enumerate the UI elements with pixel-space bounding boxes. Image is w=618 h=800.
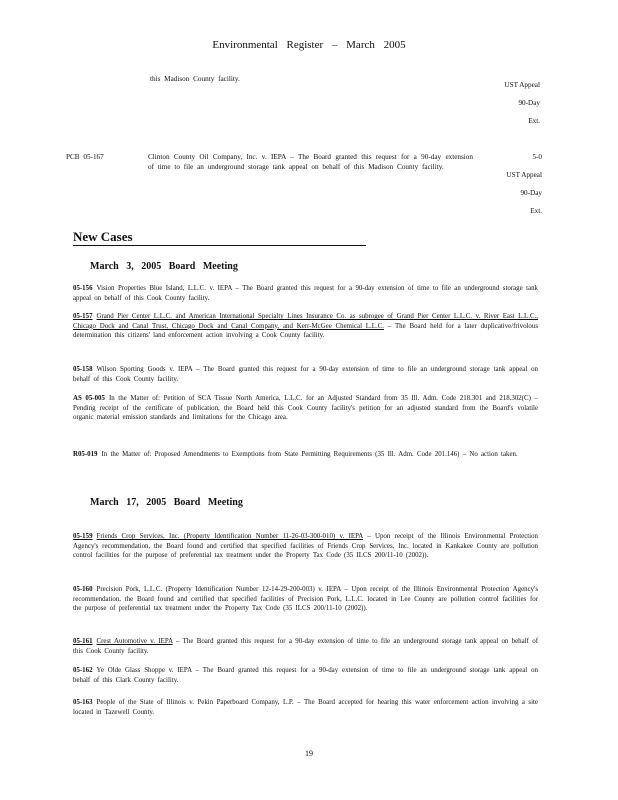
case-entry — [73, 585, 538, 614]
case-entry — [73, 698, 538, 717]
case-type-line: 90-Day — [520, 189, 542, 197]
case-entry — [73, 312, 538, 341]
case-text: People of the State of Illinois v. Pekin Paperboard Company, L.P. – The Board accepted for hearing this water enforcement action involving a site located in Tazewell County. — [73, 699, 538, 716]
case-number: 05-161 — [73, 638, 93, 645]
case-description: Clinton County Oil Company, Inc. v. IEPA – The Board granted this request for a 90-day extension of time to file an underground storage tank appeal on behalf of this Madison County facility. — [148, 153, 473, 172]
case-type-line: UST Appeal — [504, 81, 540, 89]
case-number: 05-162 — [73, 667, 93, 674]
case-number: R05-019 — [73, 451, 98, 458]
prior-continuation: this Madison County facility. — [150, 75, 240, 83]
case-text: Vision Properties Blue Island, L.L.C. v. IEPA – The Board granted this request for a 90-day extension of time to file an underground storage tank appeal on behalf of this Cook County facility. — [73, 285, 538, 302]
case-text: In the Matter of: Petition of SCA Tissue North America, L.L.C. for an Adjusted Standard from 35 Ill. Adm. Code 218.301 and 218.302(C) – Pending receipt of the certificate of publication, the Board held this Cook County facility's petition for an adjusted standard from the Board's volatile organic material emission standards and limitations for the Chicago area. — [73, 395, 538, 422]
case-type-line: 90-Day — [518, 99, 540, 107]
case-type-line: Ext. — [530, 207, 542, 215]
case-caption: Crest Automotive v. IEPA — [96, 638, 173, 645]
case-entry — [73, 365, 538, 384]
vote-count: 5-0 — [532, 153, 542, 161]
case-type-1 — [470, 76, 540, 130]
meeting-heading: March 3, 2005 Board Meeting — [90, 261, 238, 272]
case-type-2 — [470, 148, 542, 220]
case-text: – The Board granted this request for a 90-day extension of time to file an underground storage tank appeal on behalf of this Cook County facility. — [73, 638, 538, 655]
case-text: – Upon receipt of the Illinois Environmental Protection Agency's recommendation, the Board found and certified that specified facilities of Friends Crop Services, Inc. located in Kankakee County are pollution control facilities for the purpose of preferential tax treatment under the Property Tax Code (35 ILCS 200/11-10 (2002)). — [73, 533, 538, 560]
page-header: Environmental Register – March 2005 — [212, 39, 406, 51]
page-number: 19 — [305, 749, 313, 758]
case-entry — [73, 532, 538, 561]
case-number: AS 05-005 — [73, 395, 105, 402]
case-entry — [73, 394, 538, 423]
case-entry — [73, 284, 538, 303]
case-number: PCB 05-167 — [66, 153, 104, 161]
case-entry — [73, 666, 538, 685]
section-title: New Cases — [73, 229, 133, 244]
case-number: 05-157 — [73, 313, 93, 320]
case-text: Ye Olde Glass Shoppe v. IEPA – The Board granted this request for a 90-day extension of time to file an underground storage tank appeal on behalf of this Clark County facility. — [73, 667, 538, 684]
case-entry — [73, 637, 538, 656]
case-number: 05-163 — [73, 699, 93, 706]
case-text: Precision Pork, L.L.C. (Property Identification Number 12-14-29-200-003) v. IEPA – Upon receipt of the Illinois Environmental Protection Agency's recommendation, the Board found and certified that specified facilities of Precision Pork, L.L.C. located in Lee County are pollution control facilities for the purpose of preferential tax treatment under the Property Tax Code (35 ILCS 200/11-10 (2002)). — [73, 586, 538, 613]
case-text: Wilson Sporting Goods v. IEPA – The Board granted this request for a 90-day extension of time to file an underground storage tank appeal on behalf of this Cook County facility. — [73, 366, 538, 383]
case-caption: Grand Pier Center L.L.C. and American International Specialty Lines Insurance Co. as subrogee of Grand Pier Center L.L.C. v. River East L.L.C., Chicago Dock and Canal Trust, Chicago Dock and Canal Company, and Kerr-McGee Chemical L.L.C. — [73, 313, 538, 330]
meeting-heading: March 17, 2005 Board Meeting — [90, 497, 243, 508]
case-type-line: UST Appeal — [506, 171, 542, 179]
case-number: 05-160 — [73, 586, 93, 593]
case-type-line: Ext. — [528, 117, 540, 125]
section-rule — [73, 245, 366, 246]
case-caption: Friends Crop Services, Inc. (Property Identification Number 11-26-03-300-010) v. IEPA — [96, 533, 363, 540]
case-number: 05-159 — [73, 533, 93, 540]
case-number: 05-158 — [73, 366, 93, 373]
case-number: 05-156 — [73, 285, 93, 292]
case-text: – The Board held for a later duplicative/frivolous determination this citizens' land enforcement action involving a Cook County facility. — [73, 322, 539, 340]
case-text: In the Matter of: Proposed Amendments to Exemptions from State Permitting Requirements (35 Ill. Adm. Code 201.146) – No action taken. — [101, 451, 518, 458]
case-entry — [73, 450, 538, 460]
